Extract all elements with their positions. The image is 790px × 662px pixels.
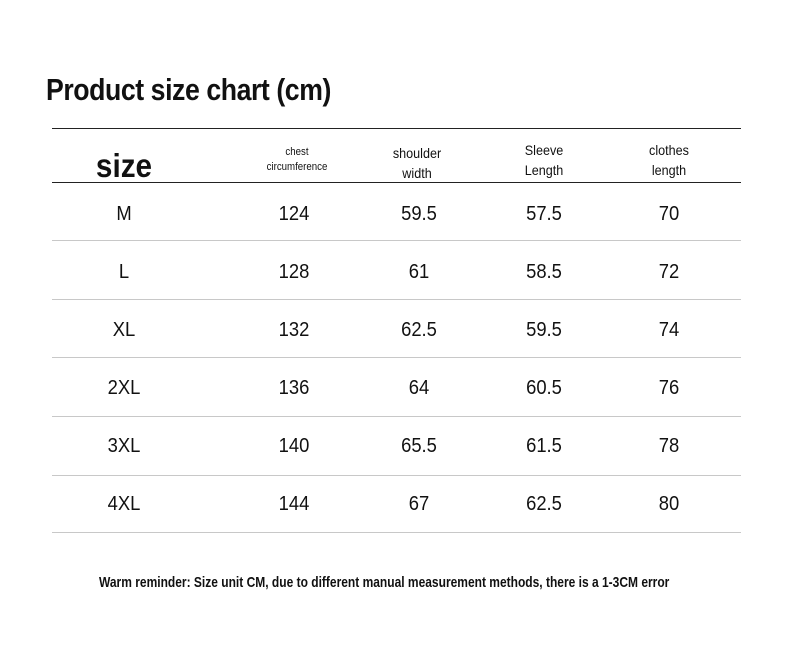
header-shoulder-line-2: width	[402, 165, 432, 181]
cell-sleeve: 61.5	[526, 435, 562, 457]
header-length-line-1: clothes	[649, 142, 689, 158]
cell-length: 76	[658, 377, 680, 399]
cell-shoulder: 61	[408, 261, 430, 283]
header-sleeve-line-1: Sleeve	[524, 142, 564, 158]
cell-length: 74	[658, 319, 680, 341]
page-title: Product size chart (cm)	[46, 72, 331, 107]
cell-size: 3XL	[107, 435, 141, 457]
cell-chest: 140	[278, 435, 310, 457]
cell-sleeve: 58.5	[526, 261, 562, 283]
cell-length: 70	[658, 203, 680, 225]
header-size: size	[95, 147, 153, 184]
cell-chest: 136	[278, 377, 310, 399]
cell-length: 80	[658, 493, 680, 515]
header-chest-line-2: circumference	[266, 161, 328, 173]
cell-chest: 132	[278, 319, 310, 341]
row-divider	[52, 240, 741, 241]
cell-shoulder: 62.5	[401, 319, 437, 341]
cell-chest: 128	[278, 261, 310, 283]
header-length	[624, 140, 714, 180]
cell-shoulder: 59.5	[401, 203, 437, 225]
header-shoulder	[372, 143, 462, 183]
header-shoulder-line-1: shoulder	[392, 145, 442, 161]
cell-size: L	[118, 261, 130, 283]
cell-size: 2XL	[107, 377, 141, 399]
table-bottom-rule	[52, 532, 741, 533]
table-top-rule	[52, 128, 741, 129]
cell-length: 72	[658, 261, 680, 283]
row-divider	[52, 357, 741, 358]
cell-sleeve: 62.5	[526, 493, 562, 515]
header-chest-line-1: chest	[285, 146, 309, 158]
cell-shoulder: 65.5	[401, 435, 437, 457]
cell-chest: 124	[278, 203, 310, 225]
cell-shoulder: 67	[408, 493, 430, 515]
cell-sleeve: 59.5	[526, 319, 562, 341]
cell-size: 4XL	[107, 493, 141, 515]
cell-sleeve: 57.5	[526, 203, 562, 225]
warm-reminder-note: Warm reminder: Size unit CM, due to different manual measurement methods, there is a 1-3CM error	[99, 574, 670, 591]
cell-chest: 144	[278, 493, 310, 515]
cell-size: XL	[112, 319, 136, 341]
row-divider	[52, 416, 741, 417]
cell-shoulder: 64	[408, 377, 430, 399]
cell-sleeve: 60.5	[526, 377, 562, 399]
row-divider	[52, 475, 741, 476]
header-length-line-2: length	[651, 162, 687, 178]
header-chest	[253, 145, 341, 175]
header-sleeve	[499, 140, 589, 180]
header-sleeve-line-2: Length	[524, 162, 564, 178]
cell-size: M	[116, 203, 132, 225]
cell-length: 78	[658, 435, 680, 457]
row-divider	[52, 299, 741, 300]
